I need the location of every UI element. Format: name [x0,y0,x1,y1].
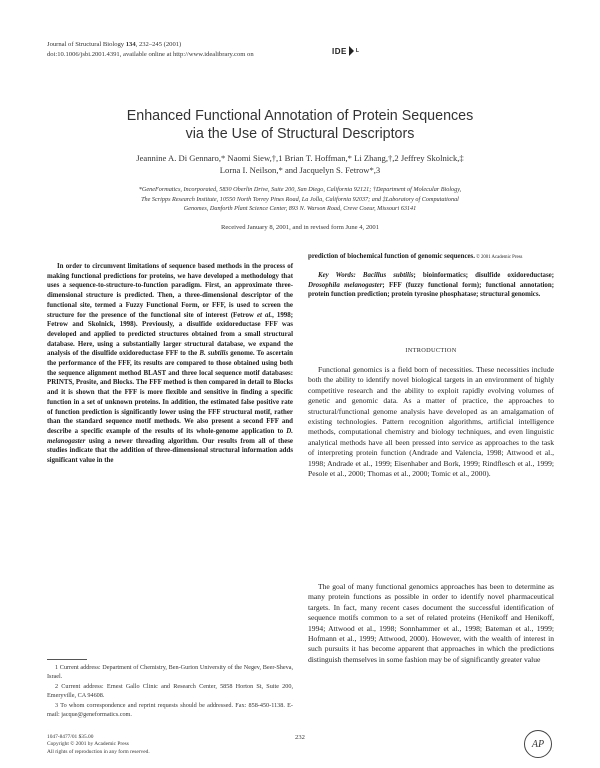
abstract-copyright: © 2001 Academic Press [474,255,523,260]
academic-press-logo-icon: AP [524,730,552,758]
received-dates: Received January 8, 2001, and in revised form June 4, 2001 [220,224,380,231]
footnote-rule [47,659,87,660]
ideal-logo-mark-icon [349,46,354,56]
footnotes [47,664,293,722]
page-number: 232 [295,734,305,741]
affiliations: *GeneFormatics, Incorporated, 5830 Oberlin Drive, Suite 200, San Diego, California 92121; †Department of Molecular Biology, The Scripps Research Institute, 10550 North Torrey Pines Road, La Jolla, California 92037; and ‡Laboratory of Computational Genomes, Danforth Plant Science Center, 893 N. Warson Road, Creve Coeur, Missouri 63141 [138,186,462,212]
intro-paragraph-1: Functional genomics is a field born of necessities. These necessities include both the ability to identify novel biological targets in an environment of highly competitive research and the ability to exploit rapidly evolving volumes of genetic and genomic data. As a matter of practice, the approaches to structural/functional genome analysis have developed as an amalgamation of existing technologies. Pattern recognition algorithms, artificial intelligence methods, computational chemistry and biology techniques, and even linguistic analytical methods have all been pressed into service as approaches to the task of interpreting protein function (Andrade and Valencia, 1998; Attwood et al., 1998; Andrade et al., 1999; Eisenhaber and Bork, 1999; Rindflesch et al., 1999; Pesole et al., 2000; Thomas et al., 2000; Tomic et al., 2000). [308,365,554,479]
footnote-1: 1 Current address: Department of Chemistry, Ben-Gurion University of the Negev, Beer-Sheva, Israel. [47,664,293,680]
footnote-2: 2 Current address: Ernest Gallo Clinic and Research Center, 5858 Horton St, Suite 200, Emeryville, CA 94608. [47,683,293,699]
footnote-3: 3 To whom correspondence and reprint requests should be addressed. Fax: 858-450-1138. E-mail: jacque@geneformatics.com. [47,702,293,718]
abstract: In order to circumvent limitations of sequence based methods in the process of making functional predictions for proteins, we have developed a methodology that uses a sequence-to-structure-to-function paradigm. First, an approximate three-dimensional structure is predicted. Then, a three-dimensional descriptor of the functional site, termed a Fuzzy Functional Form, or FFF, is used to screen the structure for the presence of the functional site of interest (Fetrow et al., 1998; Fetrow and Skolnick, 1998). Previously, a disulfide oxidoreductase FFF was developed and applied to predicted structures obtained from a small structural database. Here, using a substantially larger structural database, we expand the analysis of the disulfide oxidoreductase FFF to the B. subtilis genome. To ascertain the performance of the FFF, its results are compared to those obtained using both the sequence alignment method BLAST and three local sequence motif databases: PRINTS, Prosite, and Blocks. The FFF method is then compared in detail to Blocks and it is shown that the FFF is more flexible and sensitive in finding a specific function in a set of unknown proteins. In addition, the estimated false positive rate of function prediction is significantly lower using the FFF structural motif, rather than the standard sequence motif methods. We also present a second FFF and describe a specific example of the results of its whole-genome application to D. melanogaster using a newer threading algorithm. Our results from all of these studies indicate that the addition of three-dimensional structural information adds significant value in the [47,263,293,465]
journal-citation: Journal of Structural Biology 134, 232–245 (2001) [47,41,182,48]
issn: 1047-8477/01 $35.00 [47,734,94,740]
intro-paragraph-2: The goal of many functional genomics approaches has been to determine as many protein functions as possible in order to identify novel pharmaceutical targets. In fact, many recent cases document the successful identification of sequence motifs common to a set of related proteins (Henikoff and Henikoff, 1994; Attwood et al., 1998; Sonnhammer et al., 1998; Bateman et al., 1999; Hofmann et al., 1999; Attwood, 2000). However, with the wealth of interest in such pursuits it has become apparent that approaches in which the predictions distinguish themselves in some fashion may be of significantly greater value [308,582,554,664]
author-list: Jeannine A. Di Gennaro,* Naomi Siew,†,1 Brian T. Hoffman,* Li Zhang,†,2 Jeffrey Skolnick,‡ Lorna I. Neilson,* and Jacquelyn S. Fetrow*,3 [136,153,464,175]
rights-line: All rights of reproduction in any form reserved. [47,748,150,755]
section-heading: INTRODUCTION [405,347,457,354]
copyright-line: Copyright © 2001 by Academic Press [47,741,129,748]
abstract-continuation: prediction of biochemical function of genomic sequences. © 2001 Academic Press [308,253,523,260]
copyright-block [47,734,247,756]
ideal-logo: IDE L [332,46,360,56]
paper-title: Enhanced Functional Annotation of Protein Sequences via the Use of Structural Descriptors [126,108,474,142]
doi-line: doi:10.1006/jsbi.2001.4391, available online at http://www.idealibrary.com on [47,51,254,58]
keywords: Key Words: Bacillus subtilis; bioinformatics; disulfide oxidoreductase; Drosophila melanogaster; FFF (fuzzy functional form); functional annotation; protein function prediction; protein tyrosine phosphatase; structural genomics. [308,272,554,299]
